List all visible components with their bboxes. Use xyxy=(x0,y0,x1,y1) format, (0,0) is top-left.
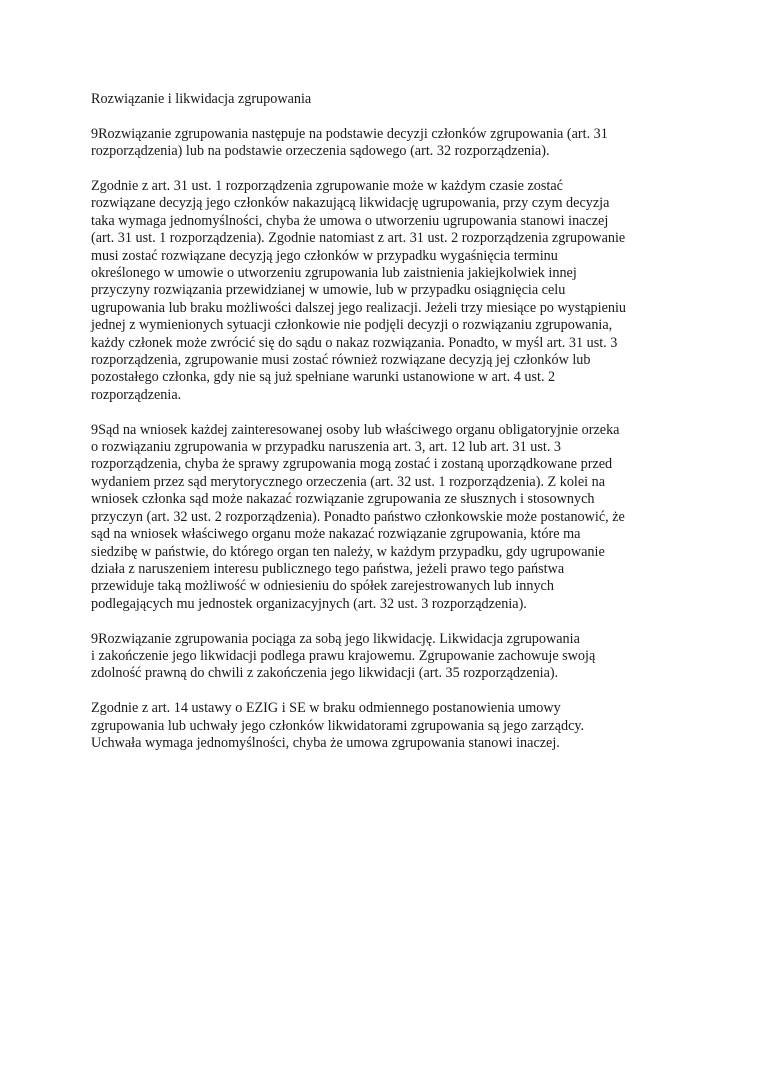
paragraph-line: działa z naruszeniem interesu publicznego tego państwa, jeżeli prawo tego państwa xyxy=(91,560,565,577)
document-body xyxy=(91,91,681,770)
paragraph-line: siedzibę w państwie, do którego organ ten należy, w każdym przypadku, gdy ugrupowanie xyxy=(91,543,605,560)
paragraph-line: przewiduje taką możliwość w odniesieniu do spółek zarejestrowanych lub innych xyxy=(91,578,554,595)
paragraph-line: zgrupowania lub uchwały jego członków likwidatorami zgrupowania są jego zarządcy. xyxy=(91,717,585,734)
paragraph-1 xyxy=(91,126,681,161)
paragraph-line: rozporządzenia) lub na podstawie orzeczenia sądowego (art. 32 rozporządzenia). xyxy=(91,143,550,160)
paragraph-line: ugrupowania lub braku możliwości dalszej jego realizacji. Jeżeli trzy miesiące po wystąpieniu xyxy=(91,299,626,316)
paragraph-line: rozporządzenia. xyxy=(91,386,182,403)
paragraph-line: Zgodnie z art. 14 ustawy o EZIG i SE w braku odmiennego postanowienia umowy xyxy=(91,700,561,717)
paragraph-line: podlegających mu jednostek organizacyjnych (art. 32 ust. 3 rozporządzenia). xyxy=(91,595,527,612)
title-text: Rozwiązanie i likwidacja zgrupowania xyxy=(91,91,312,107)
paragraph-line: wniosek członka sąd może nakazać rozwiązanie zgrupowania ze słusznych i stosownych xyxy=(91,491,595,508)
paragraph-line: sąd na wniosek właściwego organu może nakazać rozwiązanie zgrupowania, które ma xyxy=(91,526,581,543)
paragraph-5 xyxy=(91,700,681,752)
paragraph-line: Zgodnie z art. 31 ust. 1 rozporządzenia zgrupowanie może w każdym czasie zostać xyxy=(91,178,563,194)
paragraph-2 xyxy=(91,178,681,404)
paragraph-line: wydaniem przez sąd merytorycznego orzeczenia (art. 32 ust. 1 rozporządzenia). Z kolei na xyxy=(91,473,606,490)
paragraph-line: i zakończenie jego likwidacji podlega prawu krajowemu. Zgrupowanie zachowuje swoją xyxy=(91,647,596,664)
paragraph-line: każdy członek może zwrócić się do sądu o nakaz rozwiązania. Ponadto, w myśl art. 31 ust. 3 xyxy=(91,334,618,351)
paragraph-line: zdolność prawną do chwili z zakończenia jego likwidacji (art. 35 rozporządzenia). xyxy=(91,665,559,682)
paragraph-line: przyczyny rozwiązania przewidzianej w umowie, lub w przypadku osiągnięcia celu xyxy=(91,282,566,299)
paragraph-line: rozporządzenia, zgrupowanie musi zostać również rozwiązane decyzją jej członków lub xyxy=(91,352,591,369)
paragraph-line: 9Sąd na wniosek każdej zainteresowanej osoby lub właściwego organu obligatoryjnie orzeka xyxy=(91,421,620,438)
paragraph-line: przyczyn (art. 32 ust. 2 rozporządzenia). Ponadto państwo członkowskie może postanowić, że xyxy=(91,508,625,525)
paragraph-4 xyxy=(91,631,681,683)
paragraph-3 xyxy=(91,422,681,613)
paragraph-line: taka wymaga jednomyślności, chyba że umowa o utworzeniu ugrupowania stanowi inaczej xyxy=(91,212,609,229)
paragraph-line: określonego w umowie o utworzeniu zgrupowania lub zaistnienia jakiejkolwiek innej xyxy=(91,265,577,282)
paragraph-line: 9Rozwiązanie zgrupowania następuje na podstawie decyzji członków zgrupowania (art. 31 xyxy=(91,125,608,142)
paragraph-line: 9Rozwiązanie zgrupowania pociąga za sobą jego likwidację. Likwidacja zgrupowania xyxy=(91,630,580,647)
paragraph-line: Uchwała wymaga jednomyślności, chyba że umowa zgrupowania stanowi inaczej. xyxy=(91,734,560,751)
paragraph-line: musi zostać rozwiązane decyzją jego członków w przypadku wygaśnięcia terminu xyxy=(91,247,558,264)
paragraph-line: o rozwiązaniu zgrupowania w przypadku naruszenia art. 3, art. 12 lub art. 31 ust. 3 xyxy=(91,439,562,456)
paragraph-line: (art. 31 ust. 1 rozporządzenia). Zgodnie natomiast z art. 31 ust. 2 rozporządzenia zgrupowanie xyxy=(91,230,626,247)
paragraph-line: jednej z wymienionych sytuacji członkowie nie podjęli decyzji o rozwiązaniu zgrupowania, xyxy=(91,317,613,334)
document-title xyxy=(91,91,681,108)
paragraph-line: rozporządzenia, chyba że sprawy zgrupowania mogą zostać i zostaną uporządkowane przed xyxy=(91,456,613,473)
paragraph-line: rozwiązane decyzją jego członków nakazującą likwidację ugrupowania, przy czym decyzja xyxy=(91,195,610,212)
paragraph-line: pozostałego członka, gdy nie są już spełniane warunki ustanowione w art. 4 ust. 2 xyxy=(91,369,556,386)
